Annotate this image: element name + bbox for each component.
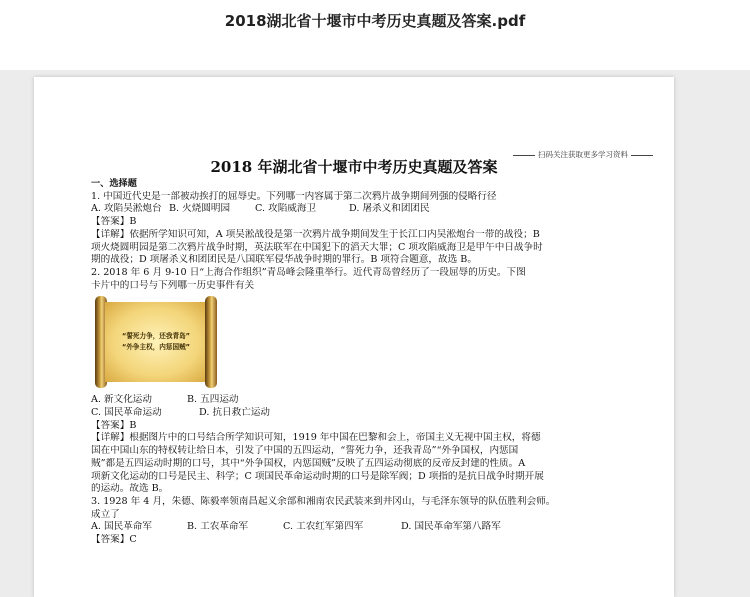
q1-option-b: B. 火烧圆明园 — [169, 203, 231, 215]
document-filename: 2018湖北省十堰市中考历史真题及答案.pdf — [224, 12, 526, 30]
slogan-line: “誓死力争，还我青岛” — [121, 332, 190, 341]
q3-option-c: C. 工农红军第四军 — [283, 521, 364, 533]
q2-option-b: B. 五四运动 — [187, 394, 239, 406]
q2-explain-line: 贼”都是五四运动时期的口号，其中“外争国权，内惩国贼”反映了五四运动彻底的反帝反封建的性质。A — [91, 457, 526, 469]
q1-option-d: D. 屠杀义和团团民 — [349, 203, 430, 215]
section-heading: 一、选择题 — [91, 178, 137, 189]
q3-option-a: A. 国民革命军 — [91, 521, 152, 533]
q1-options — [91, 203, 619, 216]
q3-answer: 【答案】C — [91, 534, 137, 546]
q3-option-b: B. 工农革命军 — [187, 521, 249, 533]
q3-stem-line: 3. 1928 年 4 月，朱德、陈毅率领南昌起义余部和湘南农民武装来到井冈山，与毛泽东领导的队伍胜利会师。 — [91, 495, 556, 507]
scroll-rod — [205, 296, 217, 388]
q2-stem-line: 卡片中的口号与下列哪一历史事件有关 — [91, 279, 255, 291]
q2-stem-line: 2. 2018 年 6 月 9-10 日“上海合作组织”青岛峰会隆重举行。近代青岛曾经历了一段屈辱的历史。下图 — [91, 266, 526, 278]
slogan-scroll-image — [95, 296, 217, 388]
q2-options-row — [91, 407, 619, 420]
q1-explain-line: 【详解】依据所学知识可知，A 项吴淞战役是第一次鸦片战争期间发生于长江口内吴淞炮台一带的战役；B — [91, 228, 540, 240]
q1-stem: 1. 中国近代史是一部被动挨打的屈辱史。下列哪一内容属于第二次鸦片战争期间列强的侵略行径 — [91, 190, 497, 202]
q1-option-a: A. 攻陷吴淞炮台 — [91, 203, 162, 215]
q3-stem-line: 成立了 — [91, 508, 120, 520]
pdf-page — [34, 77, 674, 597]
q2-explain-line: 项新文化运动的口号是民主、科学；C 项国民革命运动时期的口号是除军阀；D 项指的是抗日战争时期开展 — [91, 470, 544, 482]
q2-option-a: A. 新文化运动 — [91, 394, 152, 406]
q2-options-row — [91, 394, 619, 407]
q1-explain-line: 项火烧圆明园是第二次鸦片战争时期，英法联军在中国犯下的滔天大罪；C 项攻陷威海卫是甲午中日战争时 — [91, 241, 543, 253]
q1-option-c: C. 攻陷威海卫 — [255, 203, 317, 215]
slogan-line: “外争主权，内惩国贼” — [121, 343, 190, 352]
q3-options — [91, 521, 619, 534]
q2-explain-line: 国在中国山东的特权转让给日本，引发了中国的五四运动，“誓死力争，还我青岛”“外争国权，内惩国 — [91, 445, 519, 457]
q2-explain-line: 的运动。故选 B。 — [91, 483, 169, 495]
page-body — [91, 178, 619, 547]
q1-explain-line: 期的战役；D 项屠杀义和团团民是八国联军侵华战争时期的罪行。B 项符合题意，故选 B。 — [91, 254, 477, 266]
q2-answer: 【答案】B — [91, 419, 137, 431]
paper-title: 2018 年湖北省十堰市中考历史真题及答案 — [210, 158, 498, 176]
q2-option-d: D. 抗日救亡运动 — [199, 407, 271, 419]
viewer-header — [0, 0, 750, 70]
q1-answer: 【答案】B — [91, 216, 137, 228]
q3-option-d: D. 国民革命军第八路军 — [401, 521, 501, 533]
scroll-parchment — [105, 302, 207, 382]
q2-explain-line: 【详解】根据图片中的口号结合所学知识可知，1919 年中国在巴黎和会上，帝国主义无视中国主权，将德 — [91, 432, 541, 444]
side-note: 扫码关注获取更多学习资料 — [510, 149, 656, 160]
q2-option-c: C. 国民革命运动 — [91, 407, 162, 419]
